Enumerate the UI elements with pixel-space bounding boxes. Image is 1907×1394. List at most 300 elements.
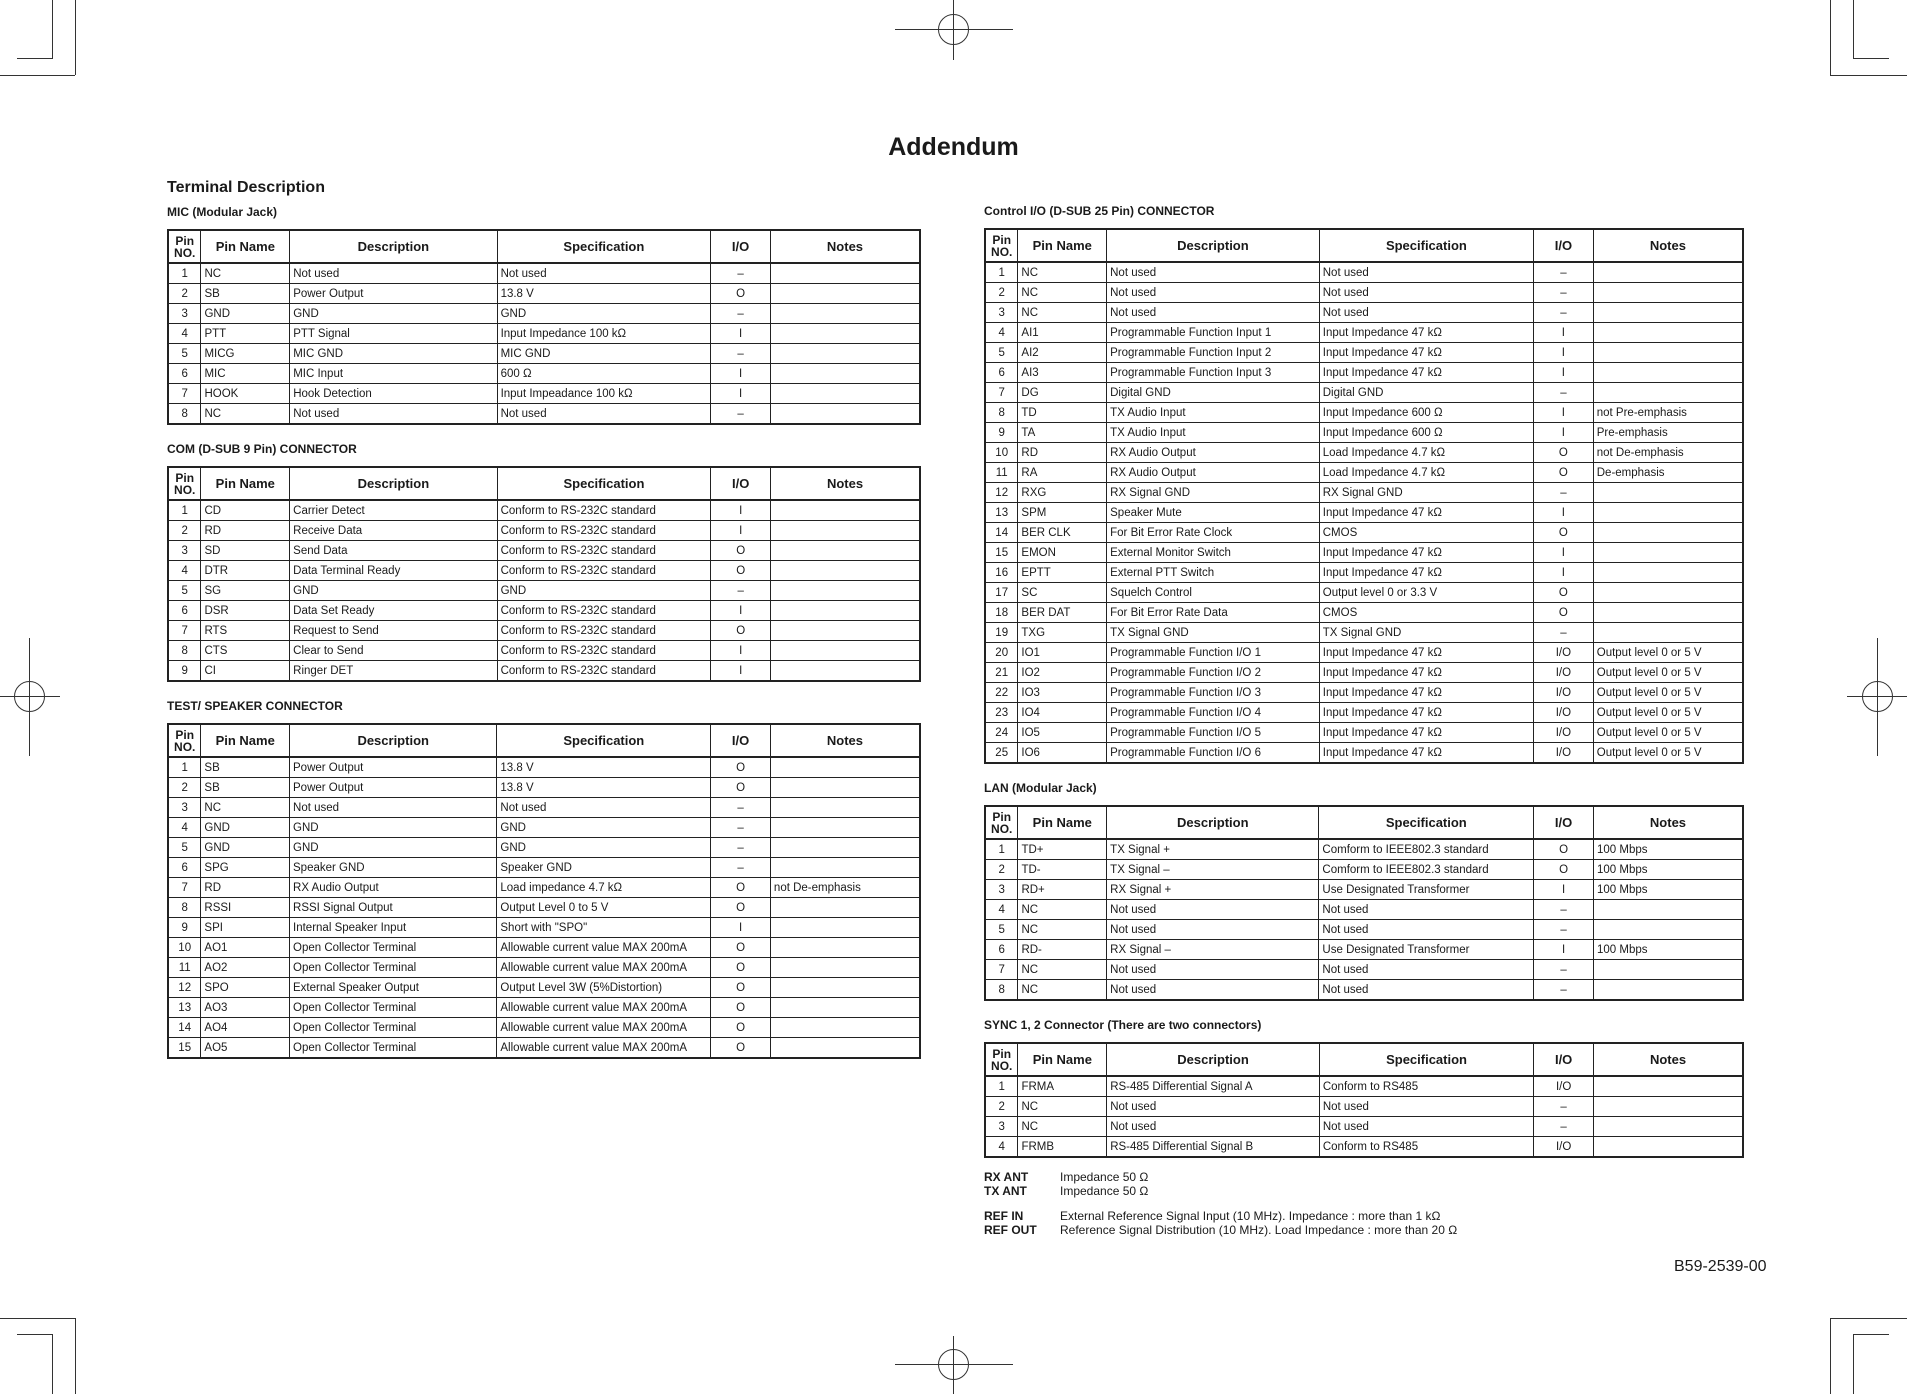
cell-spec: Load impedance 4.7 kΩ <box>497 878 711 898</box>
table-row <box>985 1076 1743 1097</box>
cell-notes <box>771 621 920 641</box>
cell-desc: Not used <box>1107 262 1320 283</box>
cell-spec: Input Impedance 47 kΩ <box>1319 343 1533 363</box>
cell-pin: 1 <box>985 839 1018 860</box>
table-row <box>985 703 1743 723</box>
cell-desc: Squelch Control <box>1107 583 1320 603</box>
cell-pin: 1 <box>168 757 201 778</box>
cell-notes <box>1593 303 1743 323</box>
table-row <box>168 581 920 601</box>
header-row <box>985 229 1743 262</box>
table-row <box>985 1137 1743 1158</box>
cell-spec: Load Impedance 4.7 kΩ <box>1319 443 1533 463</box>
cell-desc: PTT Signal <box>290 324 497 344</box>
cell-pin: 7 <box>168 384 201 404</box>
column-header-desc: Description <box>290 724 497 757</box>
cell-notes <box>1593 262 1743 283</box>
note-key: REF OUT <box>984 1223 1037 1237</box>
cell-name: RXG <box>1018 483 1107 503</box>
note-value: Impedance 50 Ω <box>1060 1170 1149 1184</box>
cell-notes <box>770 978 920 998</box>
table-title: LAN (Modular Jack) <box>984 781 1097 795</box>
cell-spec: Comform to IEEE802.3 standard <box>1319 839 1534 860</box>
column-header-notes: Notes <box>770 230 920 263</box>
note-key: TX ANT <box>984 1184 1027 1198</box>
table-row <box>985 423 1743 443</box>
table-row <box>985 323 1743 343</box>
cell-pin: 3 <box>985 880 1018 900</box>
note-key: REF IN <box>984 1209 1024 1223</box>
header-row <box>168 467 920 500</box>
cell-name: AO4 <box>201 1018 290 1038</box>
cell-notes: not Pre-emphasis <box>1593 403 1743 423</box>
column-header-name: Pin Name <box>201 724 290 757</box>
cell-name: CD <box>201 500 290 521</box>
cell-io: – <box>711 818 771 838</box>
cell-io: I <box>1534 880 1594 900</box>
cell-desc: Programmable Function I/O 4 <box>1107 703 1320 723</box>
cell-spec: 13.8 V <box>497 778 711 798</box>
cell-notes <box>770 778 920 798</box>
cell-pin: 18 <box>985 603 1018 623</box>
cell-io: O <box>711 878 771 898</box>
cell-desc: External Speaker Output <box>290 978 497 998</box>
cell-desc: TX Signal – <box>1107 860 1319 880</box>
cell-desc: TX Signal + <box>1107 839 1319 860</box>
table-title: MIC (Modular Jack) <box>167 205 278 219</box>
cell-pin: 5 <box>168 344 201 364</box>
cell-io: I/O <box>1534 683 1594 703</box>
cell-notes <box>770 364 920 384</box>
cell-notes <box>1593 523 1743 543</box>
table-row <box>985 1117 1743 1137</box>
cell-pin: 8 <box>168 641 201 661</box>
cell-name: MIC <box>201 364 290 384</box>
column-header-desc: Description <box>1107 806 1319 839</box>
cell-notes <box>770 1038 920 1059</box>
cell-desc: Programmable Function Input 2 <box>1107 343 1320 363</box>
cell-notes <box>1593 980 1743 1001</box>
cell-pin: 3 <box>168 304 201 324</box>
cell-notes: Output level 0 or 5 V <box>1593 723 1743 743</box>
cell-notes: Output level 0 or 5 V <box>1593 703 1743 723</box>
cell-name: SPM <box>1018 503 1107 523</box>
table-row <box>985 483 1743 503</box>
cell-desc: Not used <box>1107 920 1319 940</box>
cell-name: RTS <box>201 621 290 641</box>
cell-pin: 19 <box>985 623 1018 643</box>
cell-desc: GND <box>290 818 497 838</box>
cell-spec: Input Impeadance 100 kΩ <box>497 384 711 404</box>
cell-name: GND <box>201 304 290 324</box>
cell-io: O <box>711 958 771 978</box>
connector-table-block <box>167 442 921 682</box>
cell-notes <box>770 263 920 284</box>
cell-io: I <box>711 641 771 661</box>
note-row <box>984 1209 1744 1223</box>
cell-desc: Speaker Mute <box>1107 503 1320 523</box>
table-row <box>168 641 920 661</box>
cell-desc: Open Collector Terminal <box>290 1018 497 1038</box>
table-row <box>985 283 1743 303</box>
cell-io: I/O <box>1534 643 1594 663</box>
cell-spec: Speaker GND <box>497 858 711 878</box>
table-row <box>985 262 1743 283</box>
cell-name: NC <box>1018 1097 1107 1117</box>
cell-name: NC <box>1018 980 1107 1001</box>
cell-name: RD <box>201 878 290 898</box>
cell-notes <box>770 998 920 1018</box>
column-header-notes: Notes <box>1594 1043 1743 1076</box>
cell-io: O <box>1534 839 1594 860</box>
cell-spec: Allowable current value MAX 200mA <box>497 998 711 1018</box>
right-tables <box>984 204 1744 1158</box>
cell-io: – <box>1534 920 1594 940</box>
column-header-desc: Description <box>1107 1043 1320 1076</box>
column-header-pin: Pin NO. <box>985 1043 1018 1076</box>
cell-desc: Not used <box>1107 1117 1320 1137</box>
cell-notes <box>1593 623 1743 643</box>
cell-io: I <box>1534 503 1594 523</box>
cell-name: CI <box>201 661 290 682</box>
cell-notes <box>770 838 920 858</box>
cell-pin: 7 <box>168 621 201 641</box>
cell-io: – <box>1534 1097 1594 1117</box>
cell-pin: 4 <box>985 900 1018 920</box>
cell-spec: Use Designated Transformer <box>1319 880 1534 900</box>
cell-pin: 6 <box>985 940 1018 960</box>
cell-io: I <box>1534 323 1594 343</box>
cell-notes <box>770 324 920 344</box>
cell-pin: 4 <box>168 818 201 838</box>
cell-spec: Digital GND <box>1319 383 1533 403</box>
cell-spec: Conform to RS-232C standard <box>497 561 711 581</box>
cell-name: IO5 <box>1018 723 1107 743</box>
cell-pin: 4 <box>168 561 201 581</box>
cell-desc: Not used <box>290 798 497 818</box>
table-row <box>168 521 920 541</box>
cell-io: – <box>1534 1117 1594 1137</box>
cell-name: IO6 <box>1018 743 1107 764</box>
cell-pin: 1 <box>985 262 1018 283</box>
cell-notes <box>770 384 920 404</box>
table-row <box>985 839 1743 860</box>
cell-spec: Comform to IEEE802.3 standard <box>1319 860 1534 880</box>
cell-spec: Input Impedance 47 kΩ <box>1319 663 1533 683</box>
cell-name: TD- <box>1018 860 1107 880</box>
cell-name: RD- <box>1018 940 1107 960</box>
cell-name: NC <box>1018 262 1107 283</box>
column-header-spec: Specification <box>497 230 711 263</box>
cell-spec: Not used <box>1319 283 1533 303</box>
cell-pin: 6 <box>985 363 1018 383</box>
cell-pin: 2 <box>168 521 201 541</box>
cell-notes: Pre-emphasis <box>1593 423 1743 443</box>
cell-name: AO2 <box>201 958 290 978</box>
connector-table-block <box>167 699 921 1059</box>
cell-io: O <box>711 1018 771 1038</box>
cell-desc: GND <box>290 838 497 858</box>
cell-io: I/O <box>1534 723 1594 743</box>
cell-name: TD+ <box>1018 839 1107 860</box>
cell-name: RA <box>1018 463 1107 483</box>
connector-table <box>167 723 921 1059</box>
cell-io: I/O <box>1534 703 1594 723</box>
cell-pin: 4 <box>985 1137 1018 1158</box>
cell-spec: Input Impedance 47 kΩ <box>1319 703 1533 723</box>
cell-io: I <box>711 661 771 682</box>
cell-io: O <box>711 1038 771 1059</box>
cell-desc: Open Collector Terminal <box>290 938 497 958</box>
note-key: RX ANT <box>984 1170 1029 1184</box>
cell-desc: Not used <box>1107 960 1319 980</box>
note-row <box>984 1223 1744 1237</box>
cell-io: I <box>711 601 771 621</box>
cell-spec: Conform to RS485 <box>1319 1137 1533 1158</box>
cell-notes: not De-emphasis <box>770 878 920 898</box>
cell-name: BER CLK <box>1018 523 1107 543</box>
cell-name: EMON <box>1018 543 1107 563</box>
cell-io: O <box>711 561 771 581</box>
cell-name: SB <box>201 284 290 304</box>
cell-notes: Output level 0 or 5 V <box>1593 683 1743 703</box>
connector-table <box>167 229 921 425</box>
cell-name: RSSI <box>201 898 290 918</box>
cell-desc: Open Collector Terminal <box>290 1038 497 1059</box>
cell-desc: RS-485 Differential Signal B <box>1107 1137 1320 1158</box>
cell-io: I/O <box>1534 1137 1594 1158</box>
column-header-pin: Pin NO. <box>985 806 1018 839</box>
cell-spec: 600 Ω <box>497 364 711 384</box>
cell-desc: Digital GND <box>1107 383 1320 403</box>
cell-notes <box>770 938 920 958</box>
cell-spec: Not used <box>497 798 711 818</box>
column-header-spec: Specification <box>497 467 711 500</box>
cell-desc: Power Output <box>290 284 497 304</box>
cell-desc: Power Output <box>290 757 497 778</box>
cell-io: – <box>711 404 771 425</box>
table-row <box>168 263 920 284</box>
cell-pin: 3 <box>168 798 201 818</box>
cell-pin: 2 <box>985 1097 1018 1117</box>
cell-spec: Allowable current value MAX 200mA <box>497 1038 711 1059</box>
cell-name: NC <box>201 404 290 425</box>
cell-io: O <box>1534 603 1594 623</box>
cell-name: FRMA <box>1018 1076 1107 1097</box>
document-number: B59-2539-00 <box>1674 1258 1767 1275</box>
cell-desc: GND <box>290 304 497 324</box>
cell-pin: 22 <box>985 683 1018 703</box>
cell-name: NC <box>1018 920 1107 940</box>
table-row <box>168 541 920 561</box>
cell-desc: Programmable Function Input 1 <box>1107 323 1320 343</box>
cell-spec: Conform to RS-232C standard <box>497 601 711 621</box>
cell-notes: Output level 0 or 5 V <box>1593 743 1743 764</box>
cell-pin: 25 <box>985 743 1018 764</box>
cell-notes <box>1593 563 1743 583</box>
section-title: Terminal Description <box>167 179 325 196</box>
cell-desc: RX Signal – <box>1107 940 1319 960</box>
cell-desc: Not used <box>290 263 497 284</box>
cell-pin: 6 <box>168 601 201 621</box>
cell-desc: Send Data <box>290 541 497 561</box>
table-row <box>168 621 920 641</box>
cell-spec: TX Signal GND <box>1319 623 1533 643</box>
cell-name: DSR <box>201 601 290 621</box>
table-row <box>985 463 1743 483</box>
cell-name: NC <box>1018 900 1107 920</box>
cell-pin: 2 <box>168 778 201 798</box>
cell-spec: Input Impedance 47 kΩ <box>1319 323 1533 343</box>
cell-spec: Conform to RS-232C standard <box>497 661 711 682</box>
cell-desc: Data Set Ready <box>290 601 497 621</box>
cell-spec: Allowable current value MAX 200mA <box>497 958 711 978</box>
column-header-io: I/O <box>1534 806 1594 839</box>
cell-name: AI1 <box>1018 323 1107 343</box>
cell-io: – <box>711 798 771 818</box>
cell-spec: GND <box>497 838 711 858</box>
column-header-io: I/O <box>1534 229 1594 262</box>
cell-desc: Programmable Function I/O 1 <box>1107 643 1320 663</box>
cell-spec: Input Impedance 600 Ω <box>1319 423 1533 443</box>
cell-pin: 3 <box>985 303 1018 323</box>
cell-pin: 6 <box>168 364 201 384</box>
cell-notes <box>770 858 920 878</box>
cell-desc: For Bit Error Rate Clock <box>1107 523 1320 543</box>
cell-spec: Input Impedance 47 kΩ <box>1319 363 1533 383</box>
table-row <box>168 344 920 364</box>
cell-io: O <box>711 778 771 798</box>
table-row <box>168 384 920 404</box>
cell-notes <box>1594 1076 1743 1097</box>
table-row <box>168 918 920 938</box>
cell-pin: 5 <box>168 838 201 858</box>
note-row <box>984 1184 1744 1198</box>
column-header-spec: Specification <box>1319 1043 1533 1076</box>
cell-pin: 12 <box>985 483 1018 503</box>
cell-spec: GND <box>497 581 711 601</box>
table-row <box>985 363 1743 383</box>
connector-table-block <box>984 204 1744 764</box>
column-header-pin: Pin NO. <box>168 467 201 500</box>
cell-name: FRMB <box>1018 1137 1107 1158</box>
cell-name: TXG <box>1018 623 1107 643</box>
cell-pin: 21 <box>985 663 1018 683</box>
cell-name: RD <box>1018 443 1107 463</box>
cell-io: – <box>1534 303 1594 323</box>
cell-desc: Power Output <box>290 778 497 798</box>
cell-spec: Not used <box>1319 980 1534 1001</box>
cell-io: I/O <box>1534 743 1594 764</box>
connector-table-block <box>984 1018 1744 1158</box>
cell-pin: 8 <box>168 404 201 425</box>
cell-spec: MIC GND <box>497 344 711 364</box>
cell-desc: Clear to Send <box>290 641 497 661</box>
table-row <box>985 683 1743 703</box>
cell-spec: Output Level 3W (5%Distortion) <box>497 978 711 998</box>
table-row <box>985 523 1743 543</box>
table-row <box>985 723 1743 743</box>
table-title: TEST/ SPEAKER CONNECTOR <box>167 699 343 713</box>
cell-name: CTS <box>201 641 290 661</box>
table-row <box>168 878 920 898</box>
cell-pin: 11 <box>168 958 201 978</box>
table-row <box>168 1018 920 1038</box>
header-row <box>985 806 1743 839</box>
cell-spec: Conform to RS-232C standard <box>497 541 711 561</box>
cell-notes <box>1593 503 1743 523</box>
cell-pin: 9 <box>168 918 201 938</box>
column-header-notes: Notes <box>1593 806 1743 839</box>
cell-io: O <box>711 978 771 998</box>
cell-notes: Output level 0 or 5 V <box>1593 663 1743 683</box>
cell-io: – <box>1534 900 1594 920</box>
cell-io: I <box>1534 563 1594 583</box>
cell-name: BER DAT <box>1018 603 1107 623</box>
column-header-pin: Pin NO. <box>168 230 201 263</box>
cell-notes <box>1594 1097 1743 1117</box>
cell-desc: Request to Send <box>290 621 497 641</box>
cell-io: O <box>711 541 771 561</box>
cell-io: O <box>1534 463 1594 483</box>
table-row <box>168 364 920 384</box>
cell-desc: Programmable Function I/O 3 <box>1107 683 1320 703</box>
left-column <box>167 205 921 1076</box>
cell-desc: External PTT Switch <box>1107 563 1320 583</box>
cell-desc: Not used <box>290 404 497 425</box>
cell-io: – <box>1534 980 1594 1001</box>
cell-io: – <box>1534 383 1594 403</box>
cell-notes <box>1593 900 1743 920</box>
cell-pin: 6 <box>168 858 201 878</box>
note-row <box>984 1170 1744 1184</box>
cell-spec: Input Impedance 47 kΩ <box>1319 723 1533 743</box>
cell-pin: 1 <box>985 1076 1018 1097</box>
cell-pin: 9 <box>168 661 201 682</box>
cell-spec: GND <box>497 818 711 838</box>
table-row <box>985 583 1743 603</box>
cell-name: IO3 <box>1018 683 1107 703</box>
table-row <box>168 324 920 344</box>
cell-name: NC <box>1018 283 1107 303</box>
cell-name: IO4 <box>1018 703 1107 723</box>
cell-notes <box>770 818 920 838</box>
cell-desc: Hook Detection <box>290 384 497 404</box>
column-header-name: Pin Name <box>1018 806 1107 839</box>
cell-desc: RS-485 Differential Signal A <box>1107 1076 1320 1097</box>
cell-spec: Not used <box>1319 960 1534 980</box>
column-header-desc: Description <box>290 467 497 500</box>
connector-table <box>984 228 1744 764</box>
cell-desc: RX Signal GND <box>1107 483 1320 503</box>
column-header-desc: Description <box>290 230 497 263</box>
cell-desc: Programmable Function I/O 5 <box>1107 723 1320 743</box>
cell-name: PTT <box>201 324 290 344</box>
cell-notes <box>1593 383 1743 403</box>
cell-name: GND <box>201 838 290 858</box>
cell-io: I <box>1534 343 1594 363</box>
cell-pin: 8 <box>985 980 1018 1001</box>
cell-io: – <box>711 581 771 601</box>
cell-io: I <box>711 500 771 521</box>
cell-desc: Not used <box>1107 283 1320 303</box>
table-row <box>168 818 920 838</box>
column-header-spec: Specification <box>497 724 711 757</box>
cell-pin: 2 <box>985 860 1018 880</box>
cell-desc: Speaker GND <box>290 858 497 878</box>
cell-notes <box>770 918 920 938</box>
cell-pin: 4 <box>985 323 1018 343</box>
